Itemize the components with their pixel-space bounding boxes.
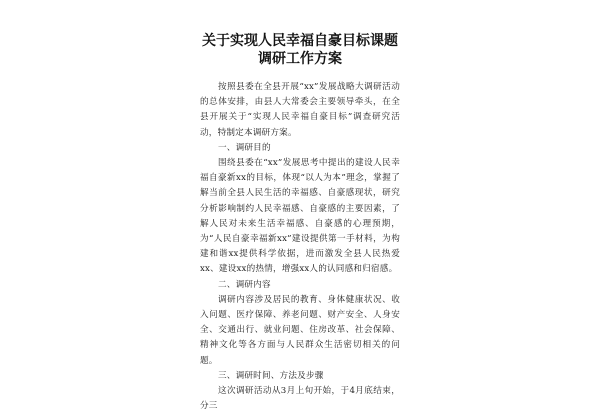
section-2-paragraph: 调研内容涉及居民的教育、身体健康状况、收入问题、医疗保障、养老问题、财产安全、人身安全、交通出行、就业问题、住房改革、社会保障、精神文化等各方面与人民群众生活密切相关的问题。 bbox=[200, 294, 400, 366]
section-1-paragraph: 围绕县委在“xx”发展思考中提出的建设人民幸福自豪新xx的目标，体现“以人为本”理念，掌握了解当前全县人民生活的幸福感、自豪感现状，研究分析影响制约人民幸福感、自豪感的主要因素，了解人民对未来生活幸福感、自豪感的心理预期，为“人民自豪幸福新xx”建设提供第一手材料，为构建和谐xx提供科学依据，进而激发全县人民热爱xx、建设xx的热情，增强xx人的认同感和归宿感。 bbox=[200, 158, 400, 275]
section-3-heading: 三、调研时间、方法及步骤 bbox=[218, 370, 324, 381]
intro-paragraph: 按照县委在全县开展“xx”发展战略大调研活动的总体安排，由县人大常委会主要领导牵头，在全县开展关于“实现人民幸福自豪目标”调查研究活动，特制定本调研方案。 bbox=[200, 82, 400, 138]
section-3-paragraph: 这次调研活动从3月上旬开始，于4月底结束，分三 bbox=[200, 386, 400, 412]
section-2-heading: 二、调研内容 bbox=[218, 279, 271, 290]
document-body bbox=[200, 32, 400, 414]
document-title: 关于实现人民幸福自豪目标课题调研工作方案 bbox=[202, 33, 398, 67]
section-1-heading: 一、调研目的 bbox=[218, 142, 271, 153]
